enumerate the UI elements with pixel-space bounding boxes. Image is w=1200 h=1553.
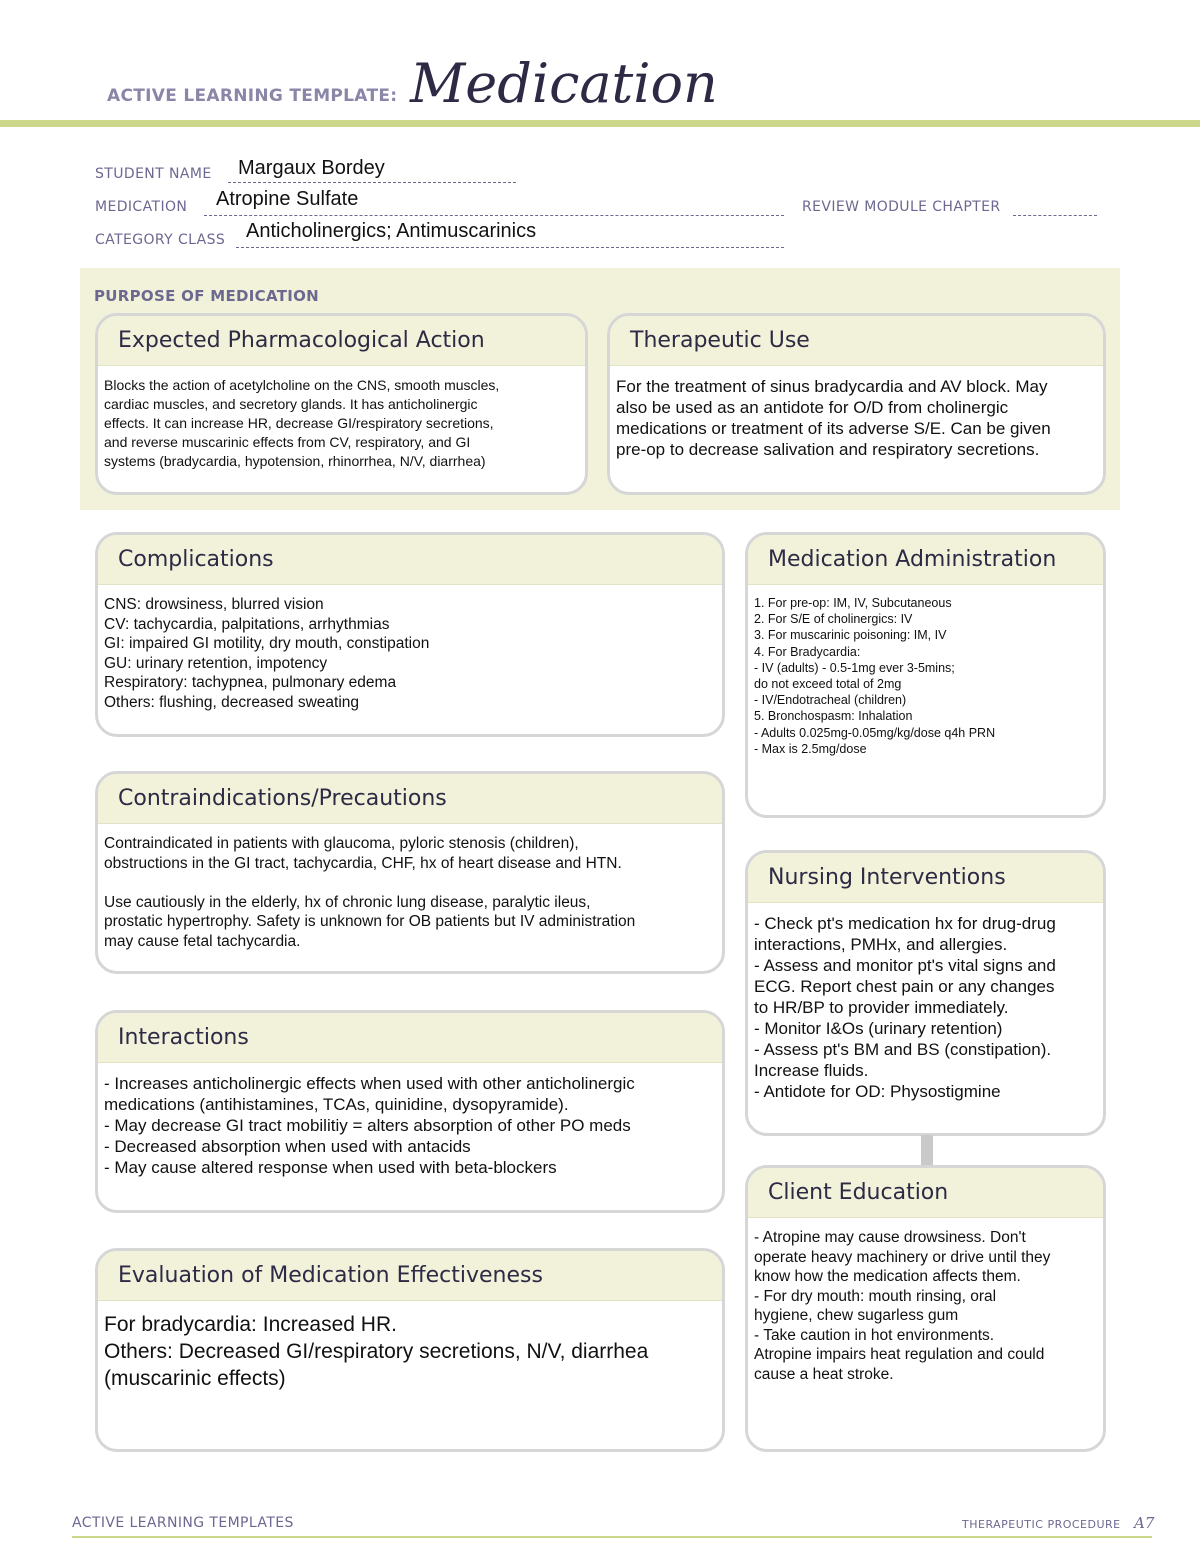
medication-administration-title: Medication Administration bbox=[768, 547, 1057, 572]
client-education-text[interactable]: - Atropine may cause drowsiness. Don't operate heavy machinery or drive until they know how the medication affects them. - For dry mouth: mouth rinsing, oral hygiene, chew sugarless gum - Take caution in hot environments. Atropine impairs heat regulation and could cause a heat stroke. bbox=[754, 1229, 1051, 1383]
review-module-label: REVIEW MODULE CHAPTER bbox=[802, 199, 1001, 215]
client-education-title: Client Education bbox=[768, 1180, 949, 1205]
evaluation-header bbox=[98, 1251, 722, 1301]
footer-category-label: THERAPEUTIC PROCEDURE bbox=[962, 1518, 1121, 1531]
therapeutic-use-title: Therapeutic Use bbox=[630, 328, 810, 353]
complications-header bbox=[98, 535, 722, 585]
complications-box bbox=[95, 532, 725, 737]
box-connector bbox=[921, 1135, 933, 1165]
medication-administration-header bbox=[748, 535, 1103, 585]
student-name-label: STUDENT NAME bbox=[95, 166, 212, 182]
interactions-box bbox=[95, 1010, 725, 1213]
evaluation-text[interactable]: For bradycardia: Increased HR. Others: Decreased GI/respiratory secretions, N/V, diarrhea (muscarinic effects) bbox=[104, 1313, 649, 1390]
client-education-header bbox=[748, 1168, 1103, 1218]
complications-title: Complications bbox=[118, 547, 274, 572]
page-number: A7 bbox=[1134, 1514, 1155, 1532]
therapeutic-use-text[interactable]: For the treatment of sinus bradycardia and AV block. May also be used as an antidote for O/D from cholinergic medications or treatment of its adverse S/E. Can be given pre-op to decrease salivation and respiratory secretions. bbox=[616, 377, 1051, 459]
medication-label: MEDICATION bbox=[95, 199, 188, 215]
expected-action-text[interactable]: Blocks the action of acetylcholine on the CNS, smooth muscles, cardiac muscles, and secretory glands. It has anticholinergic effects. It can increase HR, decrease GI/respiratory secretions, and reverse muscarinic effects from CV, respiratory, and GI systems (bradycardia, hypotension, rhinorrhea, N/V, diarrhea) bbox=[104, 377, 500, 469]
category-class-label: CATEGORY CLASS bbox=[95, 232, 226, 248]
expected-action-title: Expected Pharmacological Action bbox=[118, 328, 485, 353]
category-class-line bbox=[236, 247, 784, 248]
interactions-header bbox=[98, 1013, 722, 1063]
expected-action-box bbox=[95, 313, 588, 495]
interactions-title: Interactions bbox=[118, 1025, 249, 1050]
footer-divider bbox=[72, 1536, 1152, 1538]
medication-line bbox=[204, 215, 784, 216]
contraindications-text[interactable]: Contraindicated in patients with glaucoma, pyloric stenosis (children), obstructions in the GI tract, tachycardia, CHF, hx of heart disease and HTN. Use cautiously in the elderly, hx of chronic lung disease, paralytic ileus, prostatic hypertrophy. Safety is unknown for OB patients but IV administration may cause fetal tachycardia. bbox=[104, 835, 636, 950]
page-title: Medication bbox=[410, 52, 718, 115]
purpose-heading: PURPOSE OF MEDICATION bbox=[94, 287, 320, 305]
complications-text[interactable]: CNS: drowsiness, blurred vision CV: tachycardia, palpitations, arrhythmias GI: impaired GI motility, dry mouth, constipation GU: urinary retention, impotency Respiratory: tachypnea, pulmonary edema Others: flushing, decreased sweating bbox=[104, 596, 430, 711]
nursing-interventions-title: Nursing Interventions bbox=[768, 865, 1006, 890]
footer-series-label: ACTIVE LEARNING TEMPLATES bbox=[72, 1515, 294, 1531]
therapeutic-use-header bbox=[610, 316, 1103, 366]
student-name-line bbox=[228, 182, 516, 183]
category-class-field[interactable]: Anticholinergics; Antimuscarinics bbox=[246, 220, 537, 242]
evaluation-title: Evaluation of Medication Effectiveness bbox=[118, 1263, 543, 1288]
client-education-box bbox=[745, 1165, 1106, 1452]
nursing-interventions-header bbox=[748, 853, 1103, 903]
contraindications-title: Contraindications/Precautions bbox=[118, 786, 447, 811]
nursing-interventions-text[interactable]: - Check pt's medication hx for drug-drug interactions, PMHx, and allergies. - Assess and monitor pt's vital signs and ECG. Report chest pain or any changes to HR/BP to provider immediately. - Monitor I&Os (urinary retention) - Assess pt's BM and BS (constipation). Increase fluids. - Antidote for OD: Physostigmine bbox=[754, 914, 1056, 1101]
evaluation-box bbox=[95, 1248, 725, 1452]
medication-administration-text[interactable]: 1. For pre-op: IM, IV, Subcutaneous 2. For S/E of cholinergics: IV 3. For muscarinic poisoning: IM, IV 4. For Bradycardia: - IV (adults) - 0.5-1mg ever 3-5mins; do not exceed total of 2mg - IV/Endotracheal (children) 5. Bronchospasm: Inhalation - Adults 0.025mg-0.05mg/kg/dose q4h PRN - Max is 2.5mg/dose bbox=[754, 596, 996, 756]
medication-field[interactable]: Atropine Sulfate bbox=[216, 188, 359, 210]
template-kicker: ACTIVE LEARNING TEMPLATE: bbox=[107, 86, 398, 106]
nursing-interventions-box bbox=[745, 850, 1106, 1136]
medication-administration-box bbox=[745, 532, 1106, 818]
interactions-text[interactable]: - Increases anticholinergic effects when used with other anticholinergic medications (antihistamines, TCAs, quinidine, dysopyramide). - May decrease GI tract mobilitiy = alters absorption of other PO meds - Decreased absorption when used with antacids - May cause altered response when used with beta-blockers bbox=[104, 1074, 635, 1177]
header-divider bbox=[0, 120, 1200, 127]
student-name-field[interactable]: Margaux Bordey bbox=[238, 157, 385, 179]
contraindications-box bbox=[95, 771, 725, 974]
therapeutic-use-box bbox=[607, 313, 1106, 495]
contraindications-header bbox=[98, 774, 722, 824]
review-module-line bbox=[1013, 215, 1097, 216]
expected-action-header bbox=[98, 316, 585, 366]
